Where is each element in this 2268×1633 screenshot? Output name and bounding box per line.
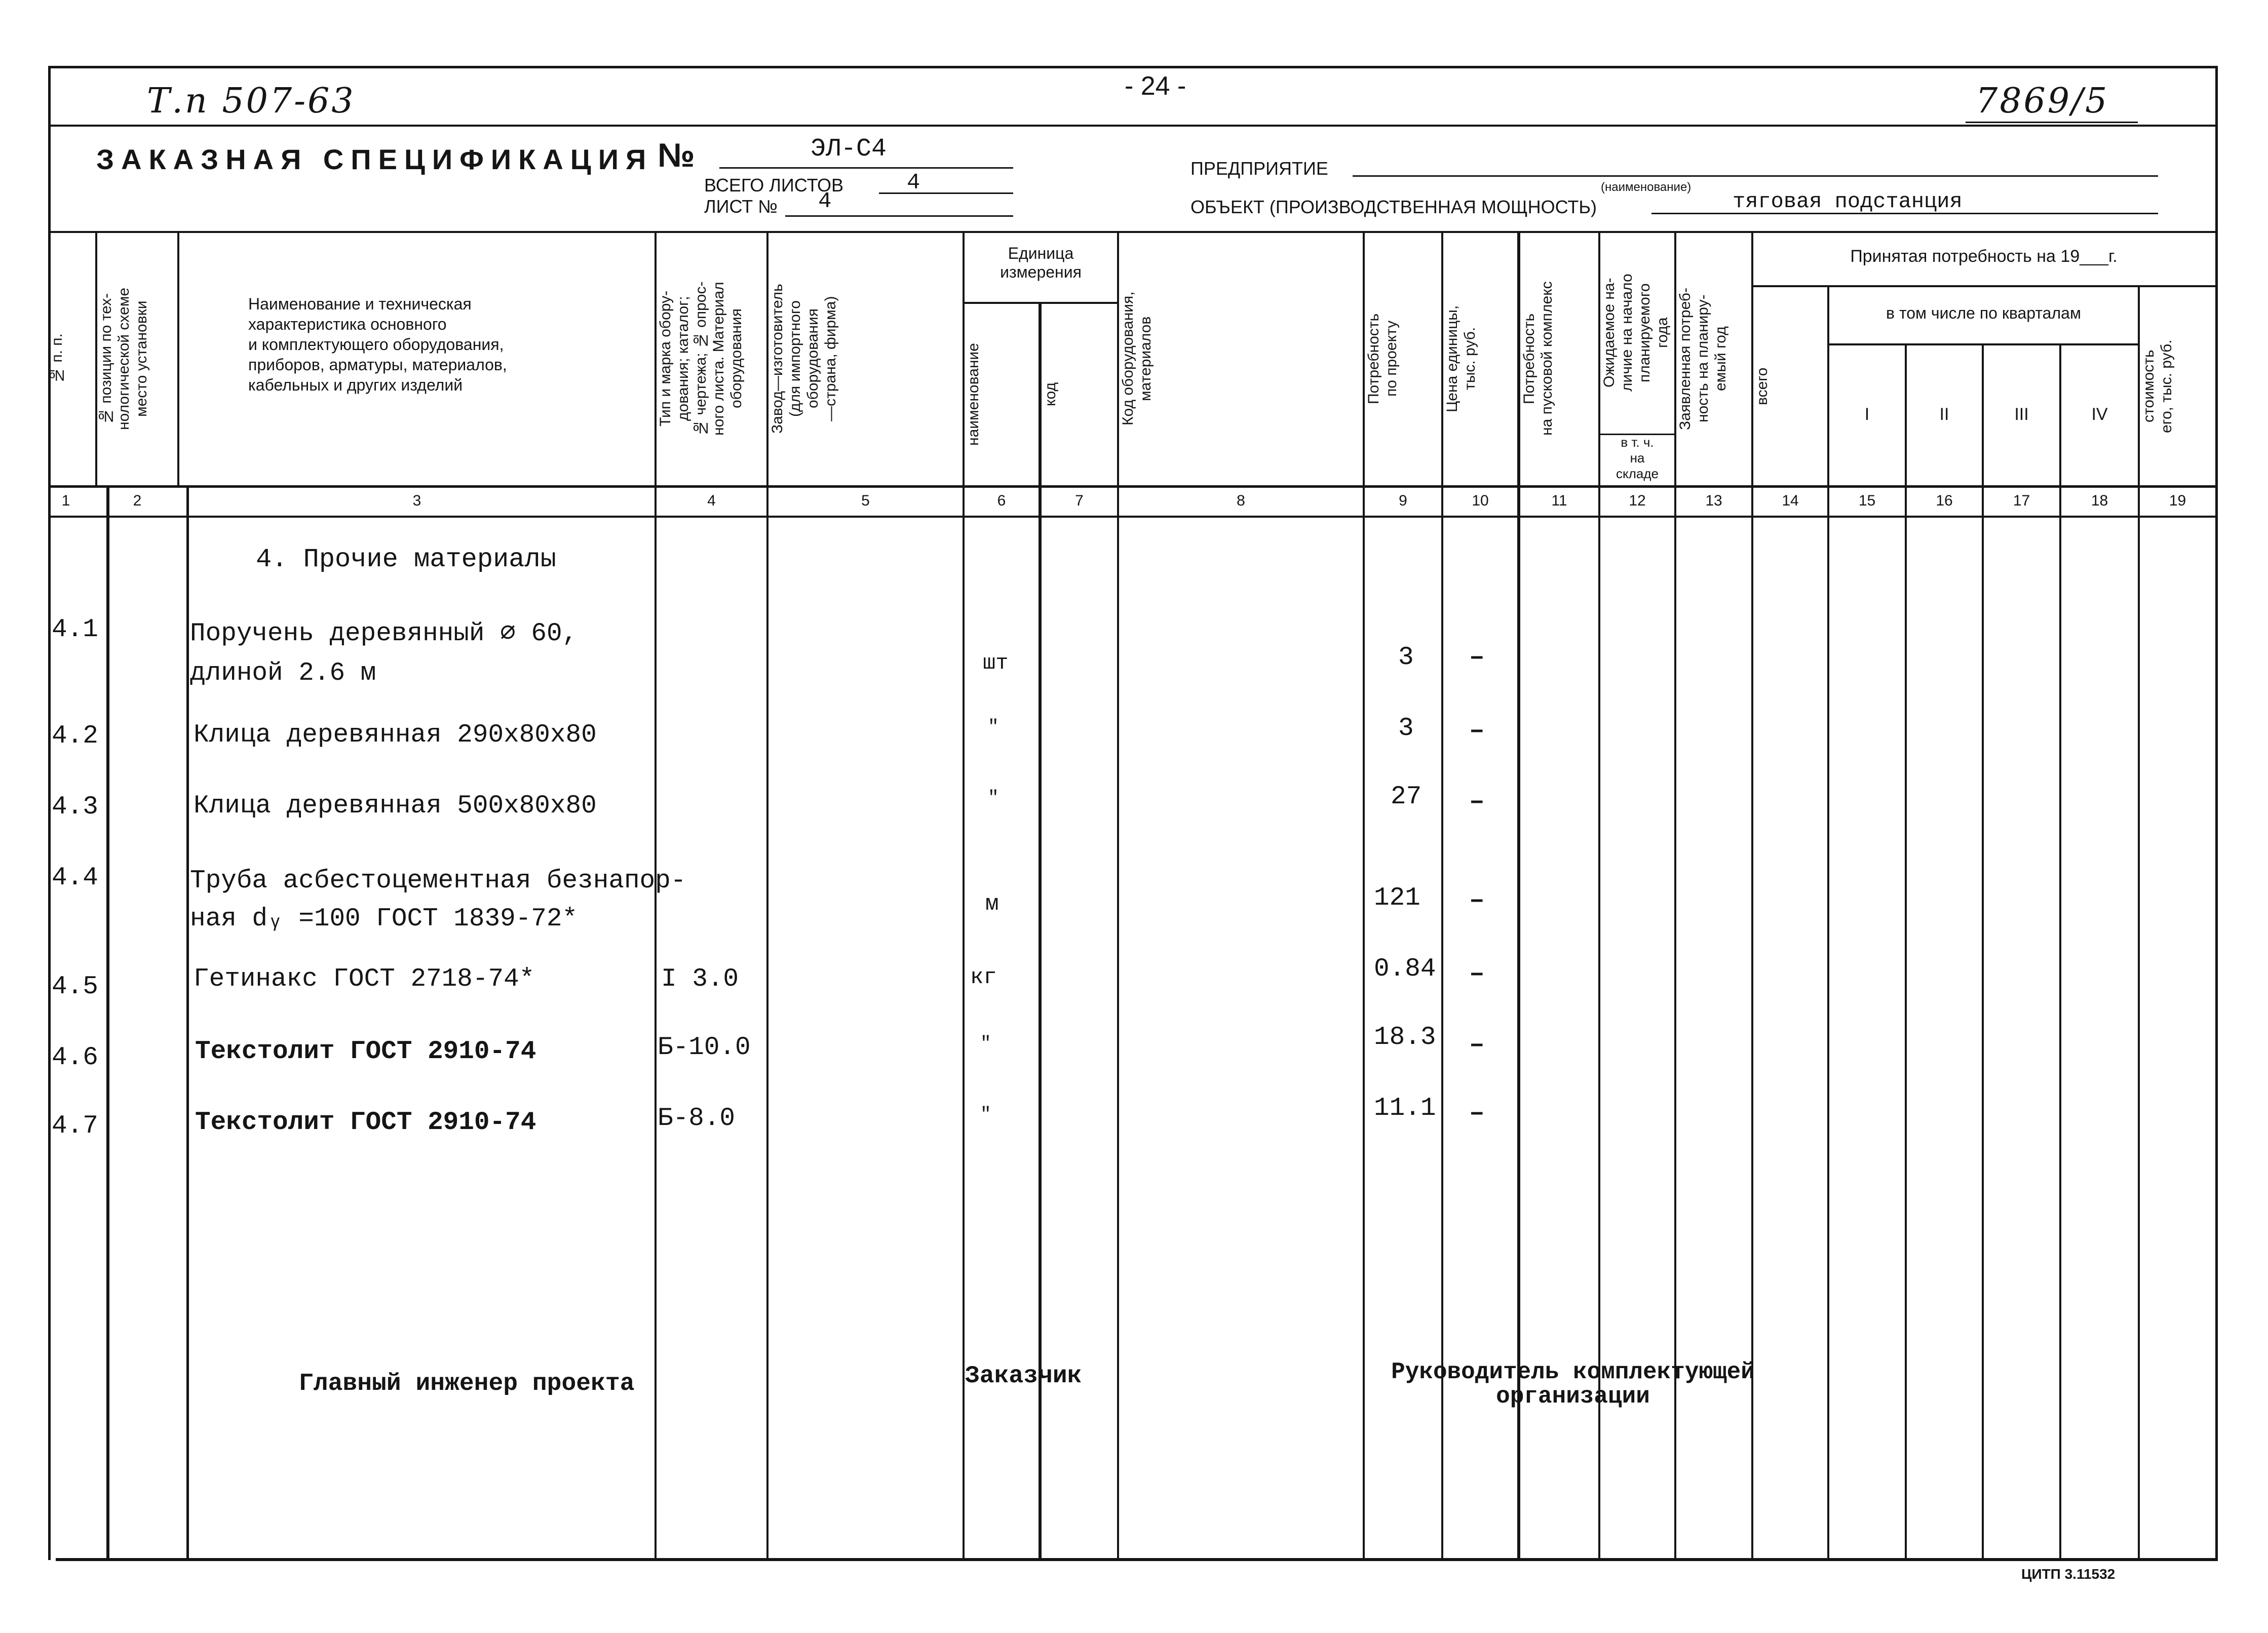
stamp-underline [1966, 122, 2138, 123]
header-rule-3 [48, 485, 2218, 488]
header-price: Цена единицы, тыс. руб. [1444, 305, 1478, 412]
header-type: Тип и марка обору- дования; каталог; № чертежа; № опрос- ного листа. Материал оборудования [657, 281, 745, 436]
header-position: № позиции по тех- нологической схеме место установки [98, 287, 150, 430]
quarters-rule [1827, 343, 2140, 345]
row-type: Б-10.0 [658, 1033, 751, 1062]
frame-top [48, 66, 2218, 68]
col-number: 12 [1629, 492, 1646, 509]
row-qty: 121 [1374, 884, 1420, 913]
col-rule [177, 232, 179, 488]
sheet-label: ЛИСТ № [704, 196, 778, 217]
row-price: – [1469, 717, 1485, 746]
row-price: – [1469, 1031, 1485, 1060]
row-price: – [1469, 1099, 1485, 1128]
header-accepted-demand: Принятая потребность на 19___г. [1850, 247, 2118, 266]
total-sheets-label: ВСЕГО ЛИСТОВ [704, 175, 843, 196]
col-number: 1 [61, 492, 70, 509]
col-rule [1905, 344, 1907, 1559]
col-number: 8 [1237, 492, 1245, 509]
col-number: 13 [1705, 492, 1722, 509]
row-unit: " [980, 1104, 991, 1125]
header-total: всего [1754, 367, 1771, 405]
frame-right [2215, 66, 2218, 1560]
header-rule-1 [48, 125, 2218, 127]
header-name: Наименование и техническая характеристика основного и комплектующего оборудования, приборов, арматуры, материалов, кабельных и других изделий [248, 295, 507, 394]
row-name: Текстолит ГОСТ 2910-74 [195, 1108, 536, 1137]
header-cost: стоимость его, тыс. руб. [2140, 339, 2175, 433]
row-name: Гетинакс ГОСТ 2718-74* [194, 965, 535, 994]
row-qty: 18.3 [1374, 1023, 1436, 1052]
col-number: 4 [707, 492, 716, 509]
header-quarters: в том числе по кварталам [1886, 304, 2081, 322]
total-sheets-value: 4 [907, 170, 920, 196]
col-number: 10 [1472, 492, 1489, 509]
row-number: 4.1 [52, 615, 98, 644]
row-number: 4.6 [52, 1043, 98, 1072]
object-label: ОБЪЕКТ (ПРОИЗВОДСТВЕННАЯ МОЩНОСТЬ) [1190, 197, 1597, 217]
col-rule [106, 488, 109, 1560]
row-price: – [1469, 788, 1485, 816]
sheet-number: 4 [818, 189, 832, 214]
row-qty: 27 [1391, 783, 1422, 811]
header-q3: III [2014, 405, 2029, 424]
page-number: - 24 - [1125, 71, 1186, 101]
row-unit: шт [983, 651, 1009, 675]
section-title: 4. Прочие материалы [256, 545, 556, 574]
header-in-stock: в т. ч. на складе [1616, 435, 1659, 481]
row-name: Поручень деревянный ∅ 60, длиной 2.6 м [190, 619, 578, 688]
row-qty: 3 [1398, 643, 1414, 672]
col-number: 5 [861, 492, 870, 509]
header-declared-demand: Заявленная потреб- ность на планиру- емый год [1677, 287, 1729, 430]
signature-chief-engineer: Главный инженер проекта [299, 1370, 635, 1397]
enterprise-underline [1353, 175, 2158, 177]
header-item-code: Код оборудования, материалов [1120, 291, 1154, 426]
number-sign: № [658, 136, 695, 174]
header-manufacturer: Завод—изготовитель (для импортного оборудования —страна, фирма) [769, 284, 839, 434]
col-number: 17 [2013, 492, 2030, 509]
col-number: 9 [1399, 492, 1407, 509]
header-unit-name: наименование [965, 343, 982, 446]
header-q4: IV [2091, 405, 2108, 424]
row-name: Труба асбестоцементная безнапор- ная dᵧ =100 ГОСТ 1839-72* [190, 867, 686, 934]
header-rule-4 [48, 516, 2218, 518]
col-number: 15 [1858, 492, 1876, 509]
col-number: 2 [133, 492, 142, 509]
col-number: 19 [2169, 492, 2186, 509]
frame-bottom [56, 1558, 2218, 1561]
object-underline [1651, 213, 2158, 214]
enterprise-label: ПРЕДПРИЯТИЕ [1190, 158, 1328, 179]
col-number: 3 [412, 492, 421, 509]
row-unit: м [985, 891, 999, 917]
name-note: (наименование) [1601, 180, 1692, 194]
top-right-stamp: 7869/5 [1976, 81, 2109, 121]
header-unit-code: код [1042, 382, 1059, 407]
row-price: – [1469, 960, 1485, 989]
row-type: I 3.0 [661, 965, 739, 994]
col-number: 6 [997, 492, 1006, 509]
signature-supplier-head: Руководитель комплектующей организации [1391, 1359, 1755, 1410]
document-title: ЗАКАЗНАЯ СПЕЦИФИКАЦИЯ [96, 143, 654, 175]
header-startup-demand: Потребность на пусковой комплекс [1521, 281, 1555, 436]
col-number: 7 [1075, 492, 1084, 509]
col-number: 18 [2091, 492, 2108, 509]
spec-number: ЭЛ-С4 [811, 135, 887, 164]
col-number: 11 [1551, 492, 1567, 509]
col-rule [1827, 286, 1829, 1559]
col-rule [2059, 344, 2061, 1559]
row-name: Клица деревянная 290х80х80 [194, 721, 597, 750]
spec-number-underline [719, 167, 1013, 169]
header-unit-group: Единица измерения [1000, 244, 1082, 281]
row-name: Текстолит ГОСТ 2910-74 [195, 1037, 536, 1066]
row-unit: " [980, 1033, 991, 1054]
row-unit: кг [970, 965, 997, 990]
row-qty: 0.84 [1374, 955, 1436, 984]
row-name: Клица деревянная 500х80х80 [194, 792, 597, 821]
row-number: 4.2 [52, 722, 98, 751]
col-rule [186, 488, 189, 1560]
total-sheets-underline [879, 192, 1013, 194]
footer-code: ЦИТП 3.11532 [2021, 1566, 2116, 1582]
col-number: 14 [1782, 492, 1799, 509]
sheet-number-underline [785, 215, 1013, 217]
row-qty: 11.1 [1374, 1094, 1436, 1123]
col-number: 16 [1936, 492, 1953, 509]
top-left-stamp: Т.п 507-63 [147, 81, 356, 121]
header-q2: II [1939, 405, 1949, 424]
header-q1: I [1864, 405, 1870, 424]
row-unit: " [988, 788, 999, 808]
header-row-number: № п. п. [49, 333, 65, 384]
row-number: 4.4 [52, 864, 98, 892]
row-price: – [1469, 886, 1485, 915]
header-expected-stock: Ожидаемое на- личие на начало планируемого года [1601, 274, 1671, 392]
object-value: тяговая подстанция [1733, 189, 1963, 214]
row-price: – [1469, 643, 1485, 672]
row-number: 4.7 [52, 1112, 98, 1141]
row-qty: 3 [1398, 714, 1414, 743]
row-number: 4.5 [52, 973, 98, 1001]
signature-customer: Заказчик [965, 1363, 1082, 1390]
row-unit: " [988, 717, 999, 737]
row-type: Б-8.0 [658, 1104, 736, 1133]
row-number: 4.3 [52, 793, 98, 822]
header-demand: Потребность по проекту [1365, 313, 1400, 404]
col-rule [1982, 344, 1984, 1559]
